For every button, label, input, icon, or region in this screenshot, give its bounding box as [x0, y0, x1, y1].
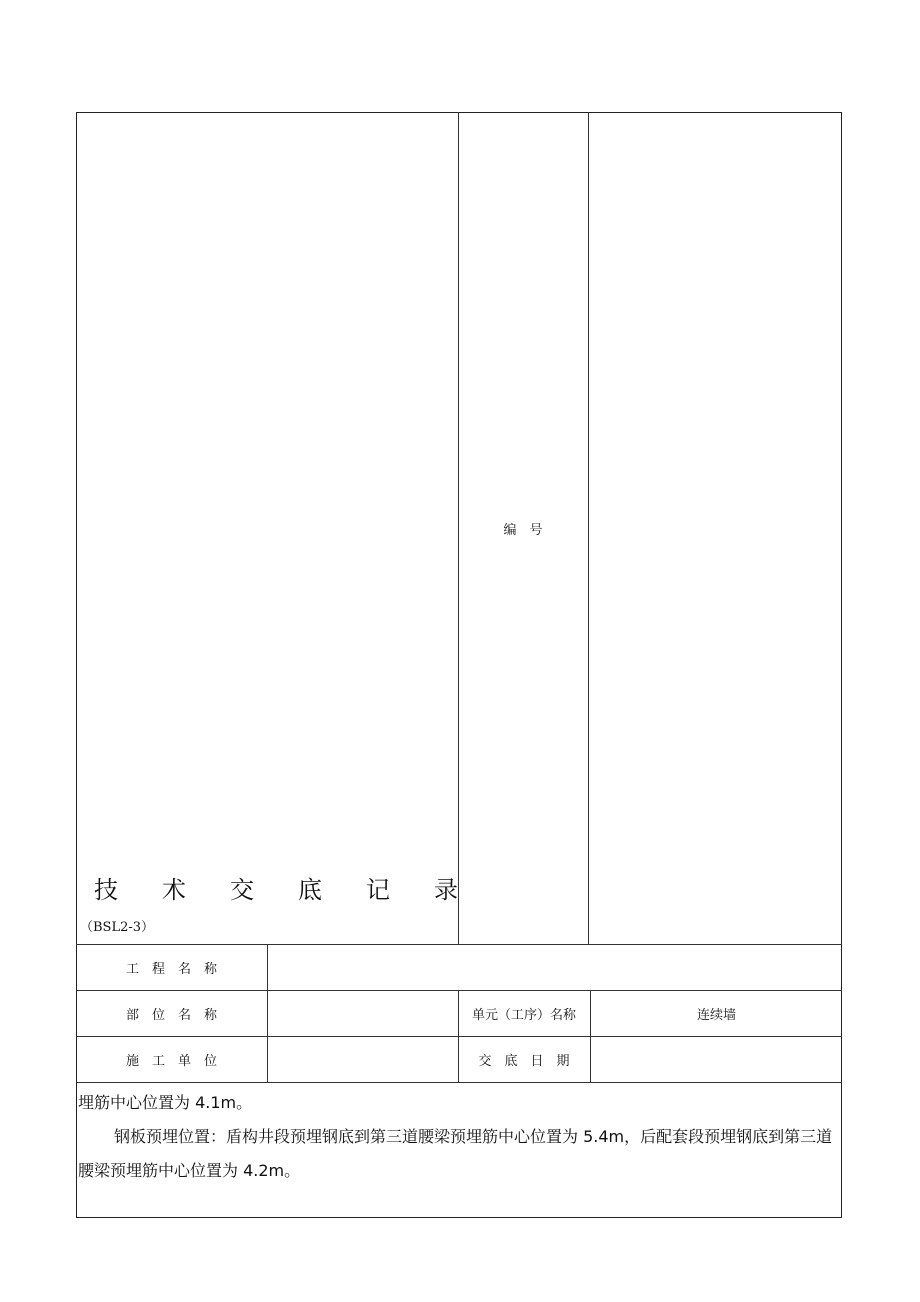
project-name-label: 工 程 名 称 [125, 961, 217, 977]
unit-process-label: 单元（工序）名称 [471, 1007, 576, 1023]
form-title [94, 870, 458, 904]
number-value-cell[interactable] [589, 112, 842, 944]
form-code: （BSL2-3） [80, 920, 155, 935]
project-name-field[interactable] [268, 944, 842, 990]
content-paragraph: 钢板预埋位置：盾构井段预埋钢底到第三道腰梁预埋筋中心位置为 5.4m，后配套段预埋钢底到第三道腰梁预埋筋中心位置为 4.2m。 [78, 1127, 833, 1180]
part-name-field[interactable] [268, 990, 458, 1036]
content-paragraph: 埋筋中心位置为 4.1m。 [78, 1093, 253, 1112]
handover-date-field[interactable] [591, 1036, 842, 1082]
title-char: 技 [94, 875, 118, 904]
row-divider-4 [76, 1082, 842, 1083]
construction-unit-field[interactable] [268, 1036, 458, 1082]
title-char: 录 [434, 875, 458, 904]
title-char: 交 [230, 875, 254, 904]
title-char: 术 [162, 875, 186, 904]
title-char: 底 [298, 875, 322, 904]
handover-date-label: 交 底 日 期 [478, 1053, 570, 1069]
number-label: 编 号 [503, 522, 543, 538]
construction-unit-label: 施 工 单 位 [125, 1053, 217, 1069]
title-char: 记 [366, 875, 390, 904]
part-name-label: 部 位 名 称 [125, 1007, 217, 1023]
unit-process-value[interactable]: 连续墙 [696, 1007, 736, 1023]
